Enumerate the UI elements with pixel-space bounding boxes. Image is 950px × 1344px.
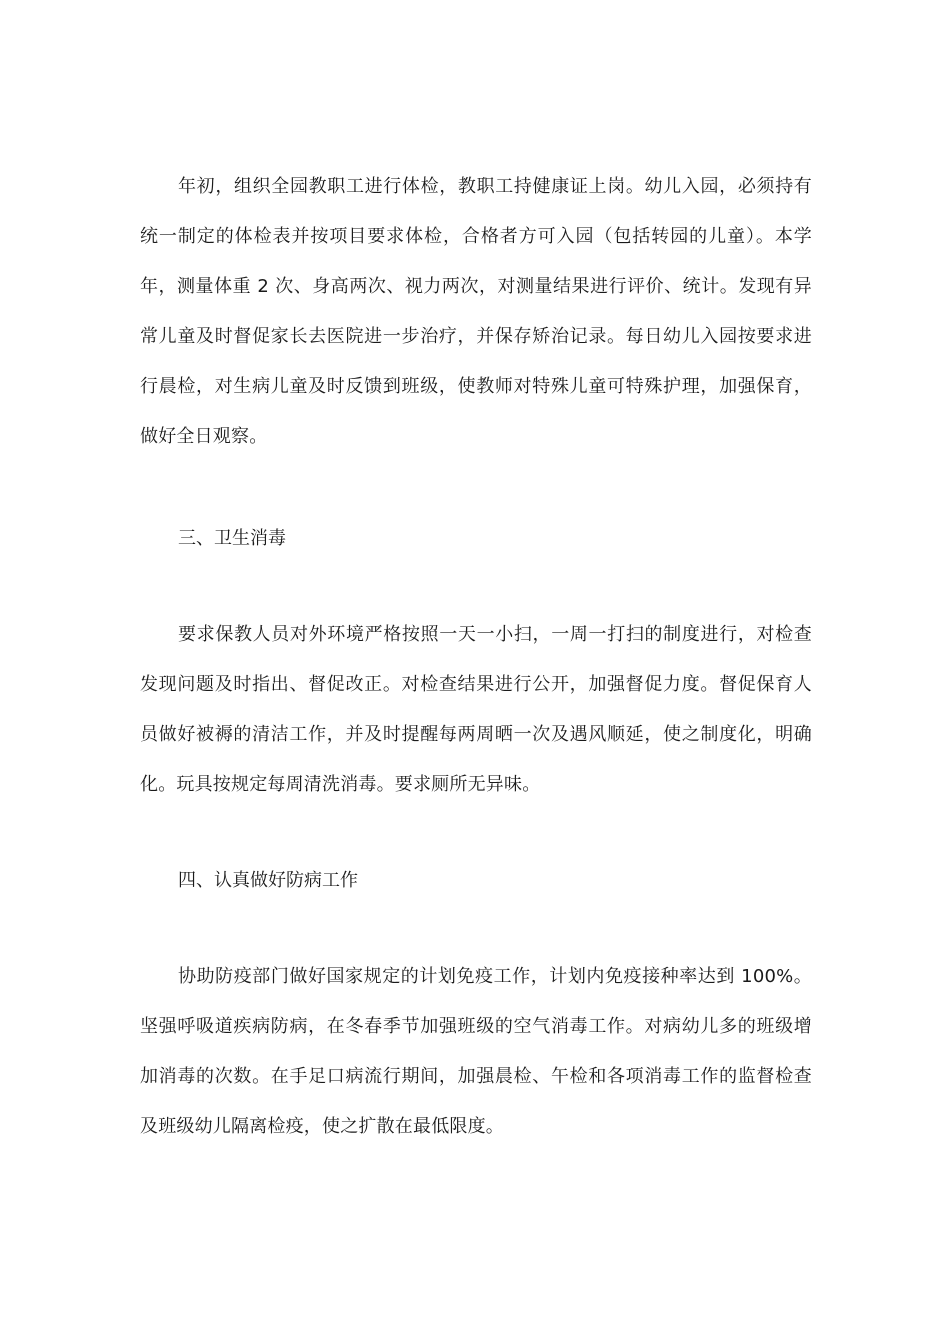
paragraph-hygiene-rules: 要求保教人员对外环境严格按照一天一小扫，一周一打扫的制度进行，对检查发现问题及时指出、督促改正。对检查结果进行公开，加强督促力度。督促保育人员做好被褥的清洁工作，并及时提醒每两周晒一次及遇风顺延，使之制度化，明确化。玩具按规定每周清洗消毒。要求厕所无异味。 — [140, 624, 812, 795]
heading-disease-prevention: 四、认真做好防病工作 — [178, 870, 358, 891]
spacer — [140, 564, 812, 610]
heading-hygiene-disinfection: 三、卫生消毒 — [178, 528, 286, 549]
spacer — [140, 906, 812, 952]
spacer — [140, 810, 812, 856]
document-page — [140, 162, 812, 1152]
paragraph-disease-prevention: 协助防疫部门做好国家规定的计划免疫工作，计划内免疫接种率达到 100%。坚强呼吸道疾病防病，在冬春季节加强班级的空气消毒工作。对病幼儿多的班级增加消毒的次数。在手足口病流行期间，加强晨检、午检和各项消毒工作的监督检查及班级幼儿隔离检疫，使之扩散在最低限度。 — [140, 966, 812, 1137]
paragraph-health-checkup: 年初，组织全园教职工进行体检，教职工持健康证上岗。幼儿入园，必须持有统一制定的体检表并按项目要求体检，合格者方可入园（包括转园的儿童）。本学年，测量体重 2 次、身高两次、视力两次，对测量结果进行评价、统计。发现有异常儿童及时督促家长去医院进一步治疗，并保存矫治记录。每日幼儿入园按要求进行晨检，对生病儿童及时反馈到班级，使教师对特殊儿童可特殊护理，加强保育，做好全日观察。 — [140, 176, 812, 447]
spacer — [140, 462, 812, 514]
